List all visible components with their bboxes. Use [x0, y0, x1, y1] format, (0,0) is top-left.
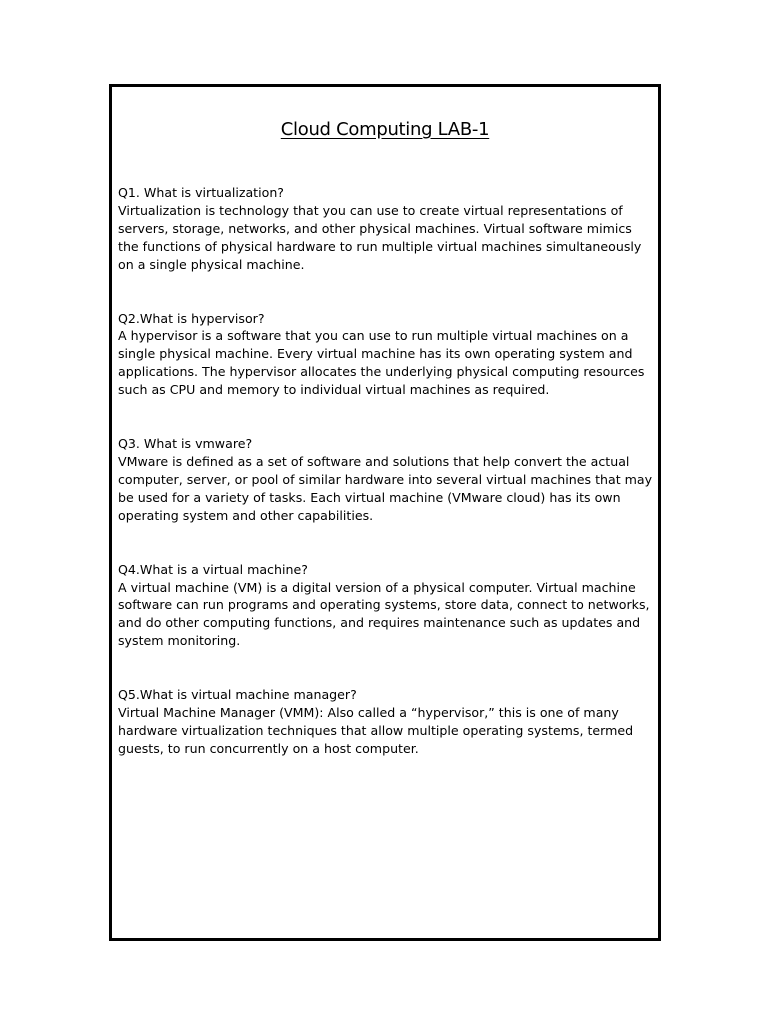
question-3: Q3. What is vmware? [118, 436, 253, 452]
qa-list [118, 184, 654, 794]
answer-1: Virtualization is technology that you can use to create virtual representations of servers, storage, networks, and other physical machines. Virtual software mimics the functions of physical hardware to run multiple virtual machines simultaneously on a single physical machine. [118, 202, 642, 272]
qa-item-4 [118, 561, 654, 651]
qa-item-5 [118, 686, 654, 758]
answer-4: A virtual machine (VM) is a digital version of a physical computer. Virtual machine software can run programs and operating systems, store data, connect to networks, and do other computing functions, and requires maintenance such as updates and system monitoring. [118, 579, 650, 649]
answer-3: VMware is defined as a set of software and solutions that help convert the actual computer, server, or pool of similar hardware into several virtual machines that may be used for a variety of tasks. Each virtual machine (VMware cloud) has its own operating system and other capabilities. [118, 453, 653, 523]
document-title: Cloud Computing LAB-1 [280, 119, 490, 140]
question-1: Q1. What is virtualization? [118, 185, 284, 200]
question-4: Q4.What is a virtual machine? [118, 561, 308, 577]
question-5: Q5.What is virtual machine manager? [118, 687, 357, 703]
qa-item-3 [118, 435, 654, 525]
qa-item-1 [118, 184, 654, 274]
answer-2: A hypervisor is a software that you can use to run multiple virtual machines on a single physical machine. Every virtual machine has its own operating system and applications. The hypervisor allocates the underlying physical computing resources such as CPU and memory to individual virtual machines as required. [118, 328, 645, 398]
answer-5: Virtual Machine Manager (VMM): Also called a “hypervisor,” this is one of many hardware virtualization techniques that allow multiple operating systems, termed guests, to run concurrently on a host computer. [118, 705, 634, 756]
page-border-frame [109, 84, 661, 941]
qa-item-2 [118, 310, 654, 400]
question-2: Q2.What is hypervisor? [118, 310, 265, 326]
